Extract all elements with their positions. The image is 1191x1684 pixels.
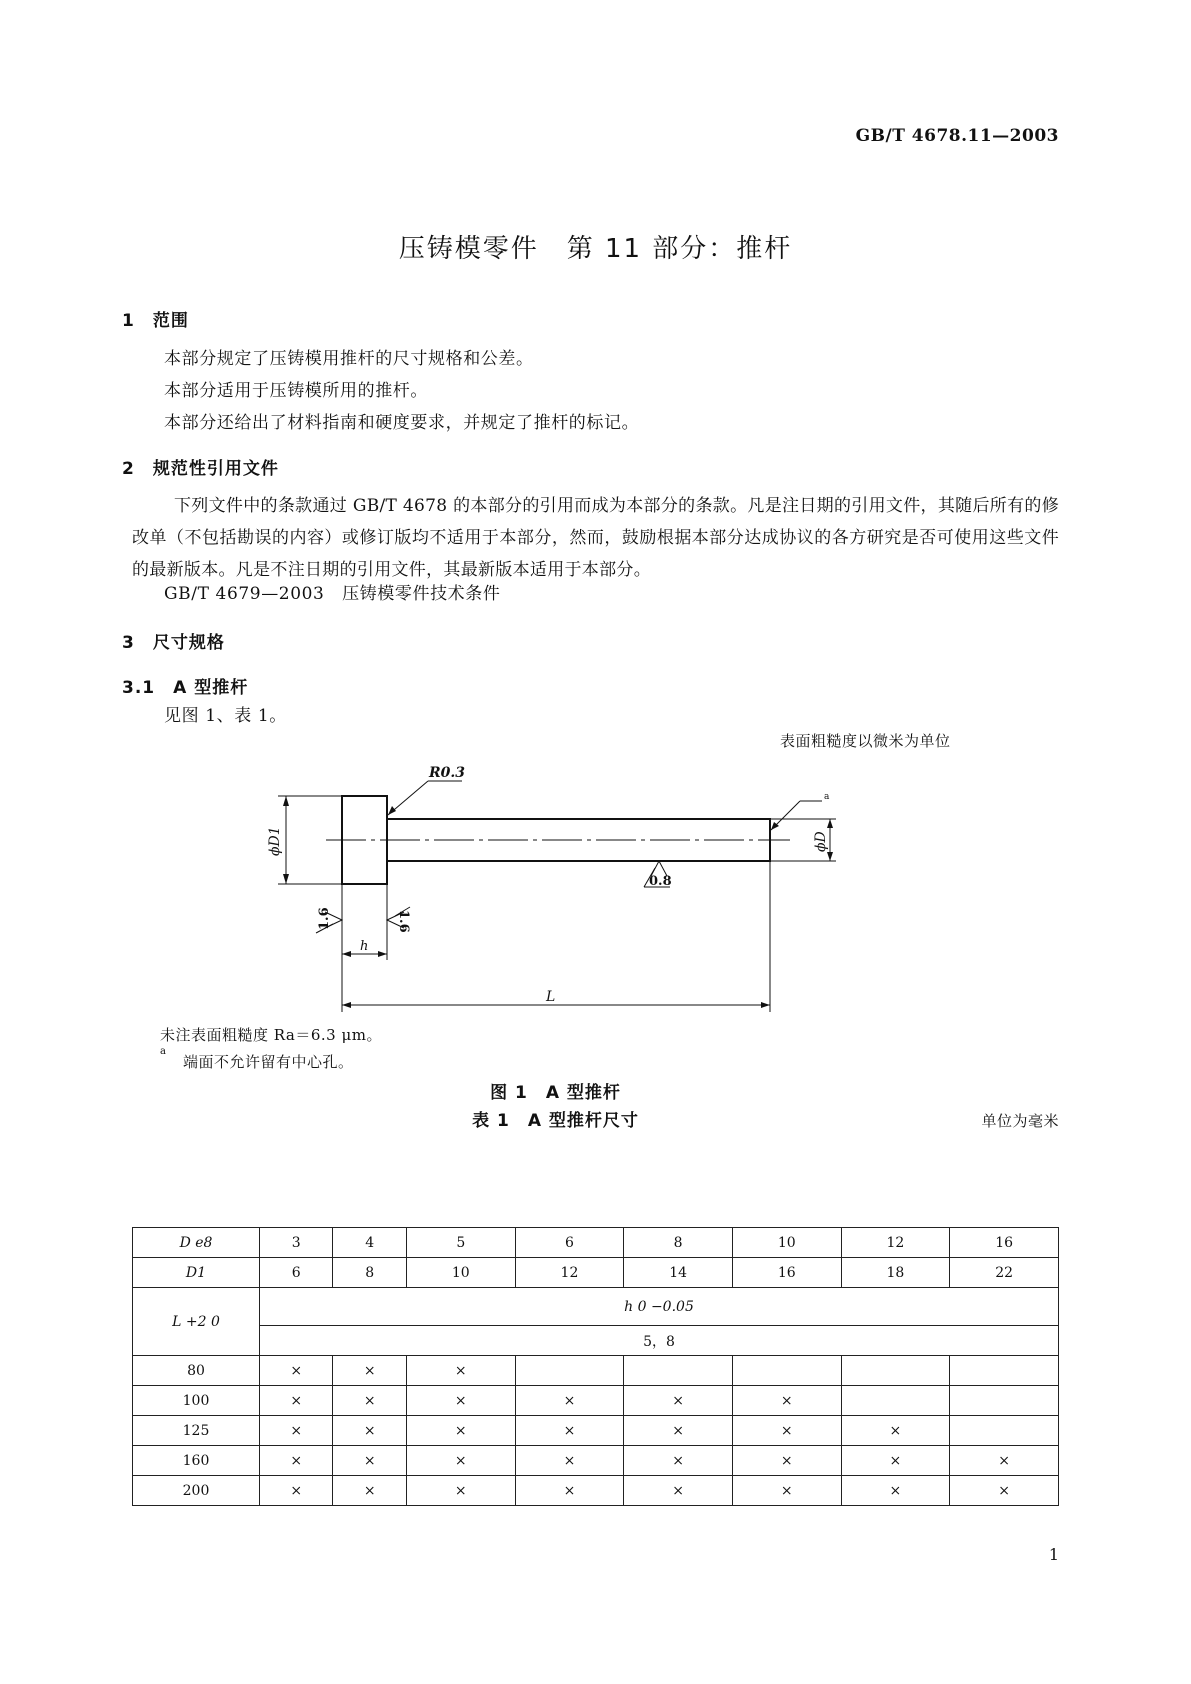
section-2-heading: 2 规范性引用文件 [122, 459, 279, 479]
page-number: 1 [1048, 1545, 1059, 1564]
mark-cell: × [841, 1446, 950, 1476]
table-row [133, 1356, 1059, 1386]
mark-cell [841, 1356, 950, 1386]
roughness-16-right-label: 1.6 [396, 910, 411, 933]
mark-cell: × [260, 1386, 333, 1416]
h-tolerance-header: h 0 −0.05 [260, 1288, 1059, 1326]
row-label-length: 100 [133, 1386, 260, 1416]
mark-cell [732, 1356, 841, 1386]
mark-cell: × [406, 1386, 515, 1416]
table-unit-note: 单位为毫米 [981, 1112, 1059, 1130]
mark-cell: × [260, 1476, 333, 1506]
table-row-d1 [133, 1258, 1059, 1288]
mark-cell [950, 1386, 1059, 1416]
mark-cell: × [624, 1476, 733, 1506]
cell-d1: 16 [732, 1258, 841, 1288]
scope-line-3: 本部分还给出了材料指南和硬度要求，并规定了推杆的标记。 [164, 413, 640, 433]
mark-cell: × [333, 1356, 406, 1386]
cell-d1: 8 [333, 1258, 406, 1288]
table-row-h-value [133, 1326, 1059, 1356]
cell-d1: 6 [260, 1258, 333, 1288]
mark-cell: × [515, 1386, 624, 1416]
reference-item: GB/T 4679—2003 压铸模零件技术条件 [164, 584, 501, 604]
row-label-length: 80 [133, 1356, 260, 1386]
normative-references-paragraph: 下列文件中的条款通过 GB/T 4678 的本部分的引用而成为本部分的条款。凡是注日期的引用文件，其随后所有的修改单（不包括勘误的内容）或修订版均不适用于本部分，然而，鼓励根据本部分达成协议的各方研究是否可使用这些文件的最新版本。凡是不注日期的引用文件，其最新版本适用于本部分。 [132, 496, 1059, 580]
cell-d1: 12 [515, 1258, 624, 1288]
table-caption: 表 1 A 型推杆尺寸 [472, 1111, 639, 1131]
section-3-heading: 3 尺寸规格 [122, 633, 225, 653]
row-label-length: 125 [133, 1416, 260, 1446]
h-label: h [360, 939, 369, 954]
phi-d1-label: ϕD1 [267, 826, 283, 856]
l-label: L [546, 989, 556, 1005]
table-row [133, 1386, 1059, 1416]
mark-cell [950, 1416, 1059, 1446]
cell-d: 8 [624, 1228, 733, 1258]
figure-note-roughness: 未注表面粗糙度 Ra＝6.3 μm。 [160, 1026, 382, 1044]
mark-cell: × [260, 1446, 333, 1476]
see-figure-text: 见图 1、表 1。 [164, 706, 287, 726]
mark-cell: × [333, 1416, 406, 1446]
cell-d: 3 [260, 1228, 333, 1258]
h-values: 5，8 [260, 1326, 1059, 1356]
r03-label: R0.3 [429, 765, 465, 781]
row-label-length: 160 [133, 1446, 260, 1476]
cell-d: 5 [406, 1228, 515, 1258]
section-1-heading: 1 范围 [122, 311, 189, 331]
figure-caption: 图 1 A 型推杆 [490, 1083, 621, 1103]
mark-cell: × [515, 1446, 624, 1476]
cell-d: 4 [333, 1228, 406, 1258]
mark-cell: × [406, 1356, 515, 1386]
push-rod-dimension-table [132, 1227, 1059, 1506]
roughness-08-label: 0.8 [649, 874, 672, 889]
mark-cell [515, 1356, 624, 1386]
scope-line-2: 本部分适用于压铸模所用的推杆。 [164, 381, 428, 401]
mark-cell: × [260, 1416, 333, 1446]
cell-d: 16 [950, 1228, 1059, 1258]
phi-d-label: ϕD [813, 831, 829, 852]
mark-cell: × [732, 1446, 841, 1476]
cell-d1: 22 [950, 1258, 1059, 1288]
row-label-d: D e8 [133, 1228, 260, 1258]
figure-note-a-mark: a [160, 1046, 166, 1057]
standard-number: GB/T 4678.11—2003 [855, 126, 1059, 146]
mark-cell: × [333, 1476, 406, 1506]
cell-d1: 10 [406, 1258, 515, 1288]
table-row [133, 1476, 1059, 1506]
mark-cell: × [406, 1476, 515, 1506]
mark-cell: × [515, 1416, 624, 1446]
row-label-length: 200 [133, 1476, 260, 1506]
mark-cell: × [950, 1476, 1059, 1506]
section-3-1-heading: 3.1 A 型推杆 [122, 678, 249, 698]
mark-cell [624, 1356, 733, 1386]
note-a-mark: a [824, 792, 830, 802]
mark-cell: × [624, 1416, 733, 1446]
cell-d1: 18 [841, 1258, 950, 1288]
mark-cell: × [950, 1446, 1059, 1476]
cell-d1: 14 [624, 1258, 733, 1288]
row-label-l: L +2 0 [133, 1288, 260, 1356]
scope-line-1: 本部分规定了压铸模用推杆的尺寸规格和公差。 [164, 349, 534, 369]
table-row-h-header [133, 1288, 1059, 1326]
mark-cell: × [732, 1416, 841, 1446]
mark-cell: × [406, 1416, 515, 1446]
mark-cell: × [624, 1446, 733, 1476]
document-title: 压铸模零件 第 11 部分：推杆 [398, 234, 793, 264]
table-row-d [133, 1228, 1059, 1258]
row-label-d1: D1 [133, 1258, 260, 1288]
mark-cell: × [260, 1356, 333, 1386]
mark-cell [841, 1386, 950, 1416]
mark-cell: × [333, 1446, 406, 1476]
mark-cell: × [333, 1386, 406, 1416]
mark-cell: × [732, 1476, 841, 1506]
mark-cell: × [624, 1386, 733, 1416]
roughness-unit-note: 表面粗糙度以微米为单位 [780, 732, 951, 750]
mark-cell: × [841, 1416, 950, 1446]
mark-cell: × [406, 1446, 515, 1476]
table-row [133, 1446, 1059, 1476]
cell-d: 10 [732, 1228, 841, 1258]
mark-cell: × [732, 1386, 841, 1416]
mark-cell: × [515, 1476, 624, 1506]
table-row [133, 1416, 1059, 1446]
mark-cell: × [841, 1476, 950, 1506]
cell-d: 12 [841, 1228, 950, 1258]
mark-cell [950, 1356, 1059, 1386]
figure-note-center-hole: 端面不允许留有中心孔。 [183, 1053, 354, 1071]
roughness-16-left-label: 1.6 [317, 907, 332, 930]
cell-d: 6 [515, 1228, 624, 1258]
